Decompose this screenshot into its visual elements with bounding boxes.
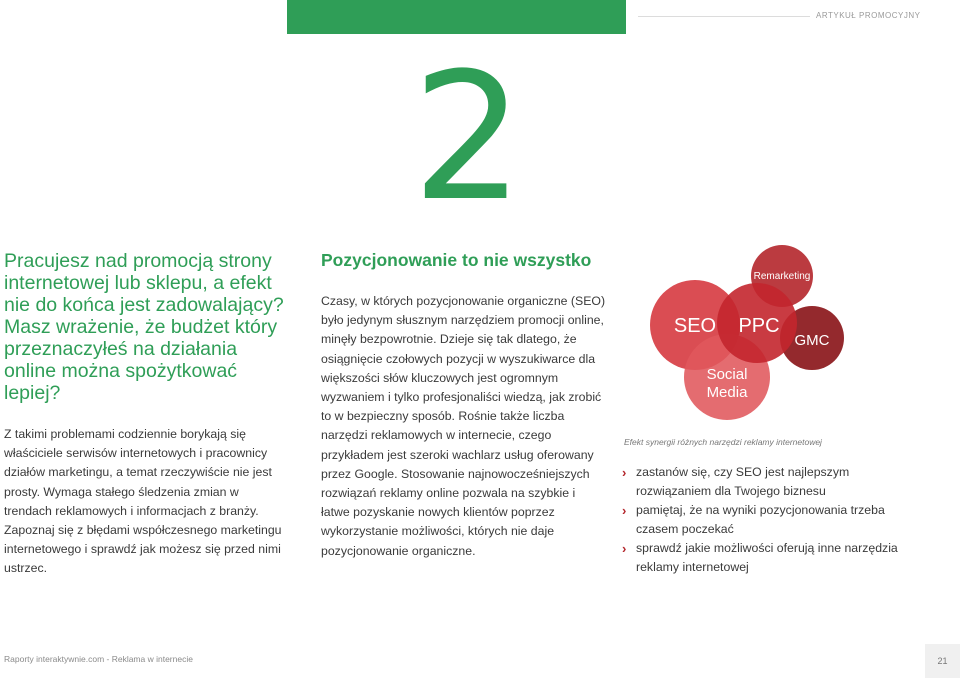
gmc-label: GMC bbox=[794, 332, 830, 349]
page-number-box bbox=[925, 644, 960, 678]
diagram-caption: Efekt synergii różnych narzędzi reklamy internetowej bbox=[624, 437, 822, 447]
social-label-line2: Media bbox=[706, 384, 748, 401]
header-label: ARTYKUŁ PROMOCYJNY bbox=[816, 11, 921, 20]
remarketing-label: Remarketing bbox=[753, 271, 811, 282]
social-label-line1: Social bbox=[706, 366, 748, 383]
ppc-label: PPC bbox=[738, 315, 780, 337]
header-divider bbox=[638, 16, 810, 17]
column2-paragraph: Czasy, w których pozycjonowanie organiczne (SEO) było jedynym słusznym narzędziem promocji online, minęły bezpowrotnie. Dzieje się tak dlatego, że osiągnięcie czołowych pozycji w wyszukiwarce dla większości słów kluczowych jest ogromnym wyzwaniem i tylko profesjonaliści wiedzą, jak zrobić to w bezpieczny sposób. Rośnie także liczba narzędzi reklamowych w internecie, czego przykładem jest szeroki wachlarz usług oferowany przez Google. Stosowanie najnowocześniejszych rozwiązań reklamy online pozwala na szybkie i łatwe pozyskanie nowych klientów poprzez wykorzystanie możliwości, których nie daje pozycjonowanie organiczne. bbox=[321, 294, 606, 558]
list-item-text: pamiętaj, że na wyniki pozycjonowania trzeba czasem poczekać bbox=[636, 503, 885, 536]
chevron-right-icon: › bbox=[622, 541, 627, 556]
section-title: Pozycjonowanie to nie wszystko bbox=[321, 250, 592, 270]
header-accent-bar bbox=[287, 0, 626, 34]
list-item-text: zastanów się, czy SEO jest najlepszym rozwiązaniem dla Twojego biznesu bbox=[636, 465, 850, 498]
column1-paragraph: Z takimi problemami codziennie borykają się właściciele serwisów internetowych i pracownicy działów marketingu, a temat rzeczywiście nie jest prosty. Wymaga stałego śledzenia zmian w trendach reklamowych i informacjach z branży. Zapoznaj się z błędami współczesnego marketingu internetowego i sprawdź jak możesz się przed nimi ustrzec. bbox=[4, 427, 282, 576]
list-item bbox=[622, 463, 922, 501]
synergy-diagram bbox=[620, 240, 960, 430]
seo-label: SEO bbox=[673, 315, 717, 337]
list-item bbox=[622, 539, 922, 577]
page-number: 21 bbox=[937, 656, 948, 666]
list-item bbox=[622, 501, 922, 539]
tips-list bbox=[622, 463, 922, 577]
lead-paragraph: Pracujesz nad promocją strony internetowej lub sklepu, a efekt nie do końca jest zadowalający? Masz wrażenie, że budżet który przeznaczyłeś na działania online można spożytkować lepiej? bbox=[4, 250, 284, 404]
chevron-right-icon: › bbox=[622, 503, 627, 518]
chevron-right-icon: › bbox=[622, 465, 627, 480]
section-number: 2 bbox=[412, 35, 524, 240]
list-item-text: sprawdź jakie możliwości oferują inne narzędzia reklamy internetowej bbox=[636, 541, 898, 574]
footer-source: Raporty interaktywnie.com - Reklama w internecie bbox=[4, 654, 193, 664]
